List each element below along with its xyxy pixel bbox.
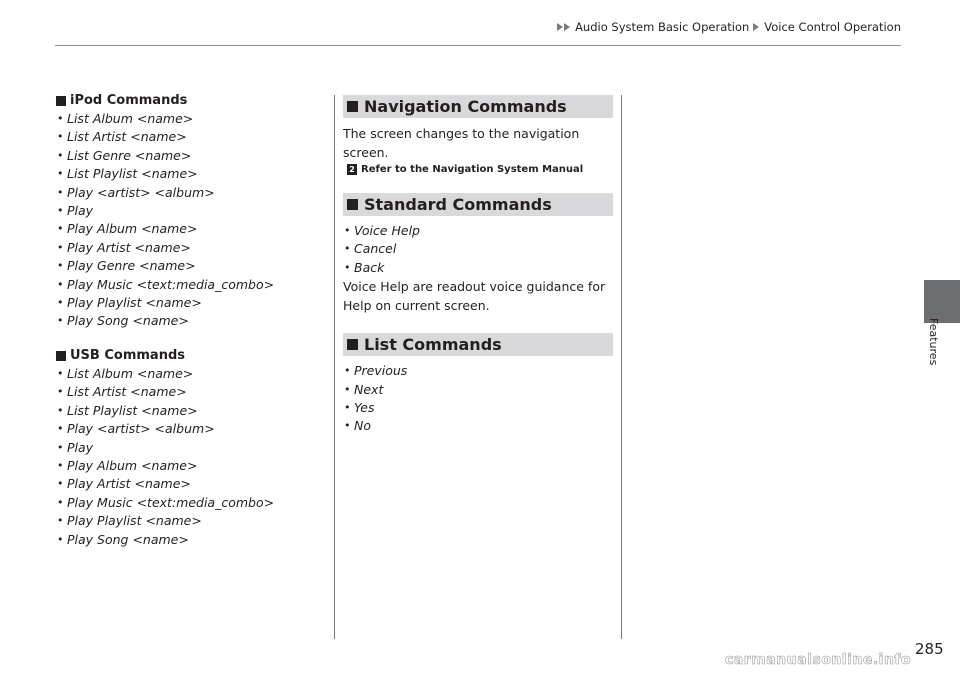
section-tab-label: Features — [927, 318, 940, 366]
list-item: • Yes — [344, 400, 375, 416]
list-item: • Play Artist <name> — [57, 476, 191, 492]
heading-text: Standard Commands — [364, 195, 552, 214]
breadcrumb-item[interactable]: Voice Control Operation — [764, 20, 901, 34]
ipod-commands-list — [56, 110, 326, 331]
usb-commands-heading — [56, 347, 326, 365]
list-item: • List Artist <name> — [57, 384, 187, 400]
breadcrumb-arrow-icon — [564, 23, 570, 31]
list-item: • Previous — [344, 363, 408, 379]
heading-text: USB Commands — [70, 347, 185, 363]
cross-reference[interactable] — [343, 164, 613, 175]
column-divider — [621, 95, 622, 639]
list-item: • Play Artist <name> — [57, 239, 191, 255]
list-commands-list — [343, 362, 613, 436]
list-item: • Next — [344, 381, 384, 397]
list-item: • List Playlist <name> — [57, 402, 198, 418]
list-item: • Cancel — [344, 241, 397, 257]
page-number: 285 — [915, 640, 944, 658]
heading-text: List Commands — [364, 335, 502, 355]
list-item: • Play <artist> <album> — [57, 184, 215, 200]
square-bullet-icon — [347, 339, 358, 350]
list-item: • Back — [344, 259, 385, 275]
heading-text: iPod Commands — [70, 93, 188, 108]
header-divider — [55, 45, 901, 46]
list-item: • Voice Help — [344, 223, 420, 238]
list-item: • No — [344, 418, 371, 434]
list-item: • Play Song <name> — [57, 313, 189, 329]
left-column — [56, 92, 326, 549]
list-item: • List Genre <name> — [57, 147, 192, 163]
navigation-commands-heading — [343, 95, 613, 118]
square-bullet-icon — [56, 96, 66, 106]
section-tab-marker — [924, 280, 960, 323]
column-divider — [334, 95, 335, 639]
middle-column — [343, 95, 613, 436]
breadcrumb-arrow-icon — [753, 23, 759, 31]
square-bullet-icon — [347, 199, 358, 210]
ipod-commands-heading — [56, 92, 326, 110]
breadcrumb-item[interactable]: Audio System Basic Operation — [575, 20, 750, 34]
square-bullet-icon — [347, 101, 358, 112]
list-commands-heading — [343, 333, 613, 356]
list-item: • Play — [57, 203, 94, 219]
list-item: • List Artist <name> — [57, 129, 187, 145]
list-item: • Play Playlist <name> — [57, 513, 202, 529]
square-bullet-icon — [56, 351, 66, 361]
list-item: • Play Genre <name> — [57, 258, 196, 274]
breadcrumb-arrow-icon — [557, 23, 563, 31]
list-item: • Play Music <text:media_combo> — [57, 494, 275, 510]
reference-text[interactable]: Refer to the Navigation System Manual — [361, 164, 584, 175]
watermark: carmanualsonline.info — [725, 652, 912, 668]
heading-text: Navigation Commands — [364, 97, 567, 116]
navigation-description: The screen changes to the navigation screen. — [343, 126, 580, 160]
list-item: • List Playlist <name> — [57, 166, 198, 182]
list-item: • Play Music <text:media_combo> — [57, 276, 275, 292]
standard-commands-list — [343, 222, 613, 277]
standard-description: Voice Help are readout voice guidance for Help on current screen. — [343, 279, 606, 314]
list-item: • List Album <name> — [57, 365, 194, 381]
list-item: • List Album <name> — [57, 111, 194, 126]
breadcrumb — [557, 20, 901, 34]
list-item: • Play <artist> <album> — [57, 421, 215, 437]
list-item: • Play Song <name> — [57, 531, 189, 547]
standard-commands-heading — [343, 193, 613, 216]
list-item: • Play — [57, 439, 94, 455]
list-item: • Play Album <name> — [57, 457, 198, 473]
usb-commands-list — [56, 365, 326, 549]
list-item: • Play Playlist <name> — [57, 295, 202, 311]
list-item: • Play Album <name> — [57, 221, 198, 237]
reference-arrow-icon: 2 — [347, 164, 357, 175]
